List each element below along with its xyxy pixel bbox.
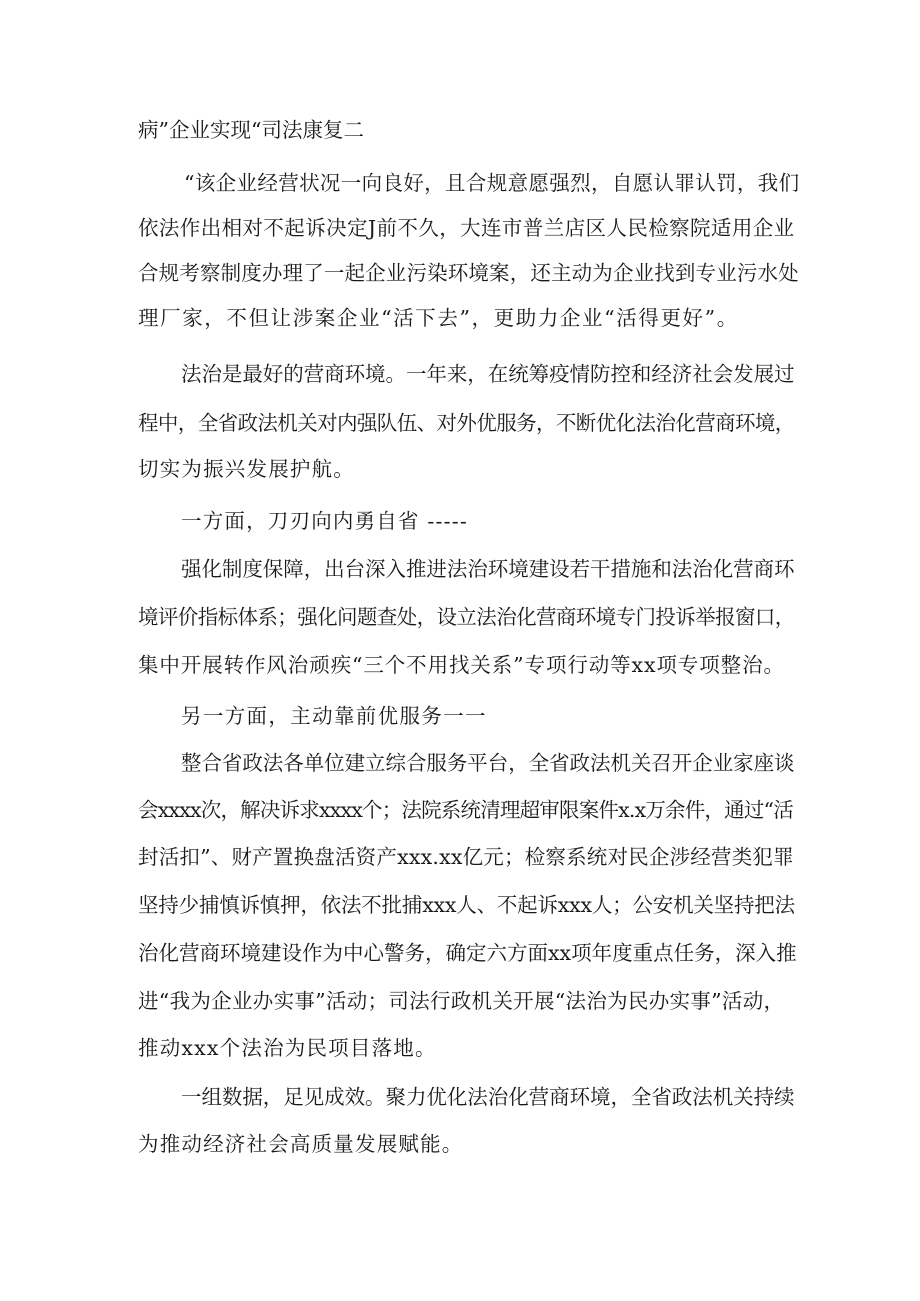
text-line: 整合省政法各单位建立综合服务平台，全省政法机关召开企业家座谈 bbox=[181, 751, 795, 775]
text-line: 另一方面，主动靠前优服务一一 bbox=[181, 704, 487, 728]
text-line: 境评价指标体系；强化问题查处，设立法治化营商环境专门投诉举报窗口， bbox=[138, 605, 795, 629]
text-line: 强化制度保障，出台深入推进法治环境建设若干措施和法治化营商环 bbox=[181, 557, 795, 581]
text-line: 理厂家，不但让涉案企业“活下去”，更助力企业“活得更好”。 bbox=[138, 306, 739, 330]
text-line: “该企业经营状况一向良好，且合规意愿强烈，自愿认罪认罚，我们 bbox=[184, 171, 800, 195]
text-line: 程中，全省政法机关对内强队伍、对外优服务，不断优化法治化营商环境， bbox=[138, 411, 795, 435]
text-line: 法治是最好的营商环境。一年来，在统筹疫情防控和经济社会发展过 bbox=[181, 362, 795, 386]
text-line: 治化营商环境建设作为中心警务，确定六方面xx项年度重点任务，深入推 bbox=[138, 941, 797, 965]
text-line: 封活扣”、财产置换盘活资产xxx.xx亿元；检察系统对民企涉经营类犯罪 bbox=[138, 845, 794, 869]
text-line: 一方面，刀刃向内勇自省 ----- bbox=[181, 509, 469, 533]
text-line: 推动xxx个法治为民项目落地。 bbox=[138, 1036, 437, 1060]
text-line: 为推动经济社会高质量发展赋能。 bbox=[138, 1132, 464, 1156]
text-line: 合规考察制度办理了一起企业污染环境案，还主动为企业找到专业污水处 bbox=[138, 261, 799, 285]
text-line: 切实为振兴发展护航。 bbox=[138, 457, 355, 481]
text-line: 会xxxx次，解决诉求xxxx个；法院系统清理超审限案件x.x万余件，通过“活 bbox=[138, 798, 793, 822]
text-line: 病”企业实现“司法康复二 bbox=[138, 118, 364, 142]
text-line: 依法作出相对不起诉决定J前不久，大连市普兰店区人民检察院适用企业 bbox=[138, 216, 795, 240]
text-line: 坚持少捕慎诉慎押，依法不批捕xxx人、不起诉xxx人；公安机关坚持把法 bbox=[138, 893, 795, 917]
text-line: 一组数据，足见成效。聚力优化法治化营商环境，全省政法机关持续 bbox=[181, 1085, 795, 1109]
text-line: 集中开展转作风治顽疾“三个不用找关系”专项行动等xx项专项整治。 bbox=[138, 653, 785, 677]
text-line: 进“我为企业办实事”活动；司法行政机关开展“法治为民办实事”活动， bbox=[138, 989, 785, 1013]
